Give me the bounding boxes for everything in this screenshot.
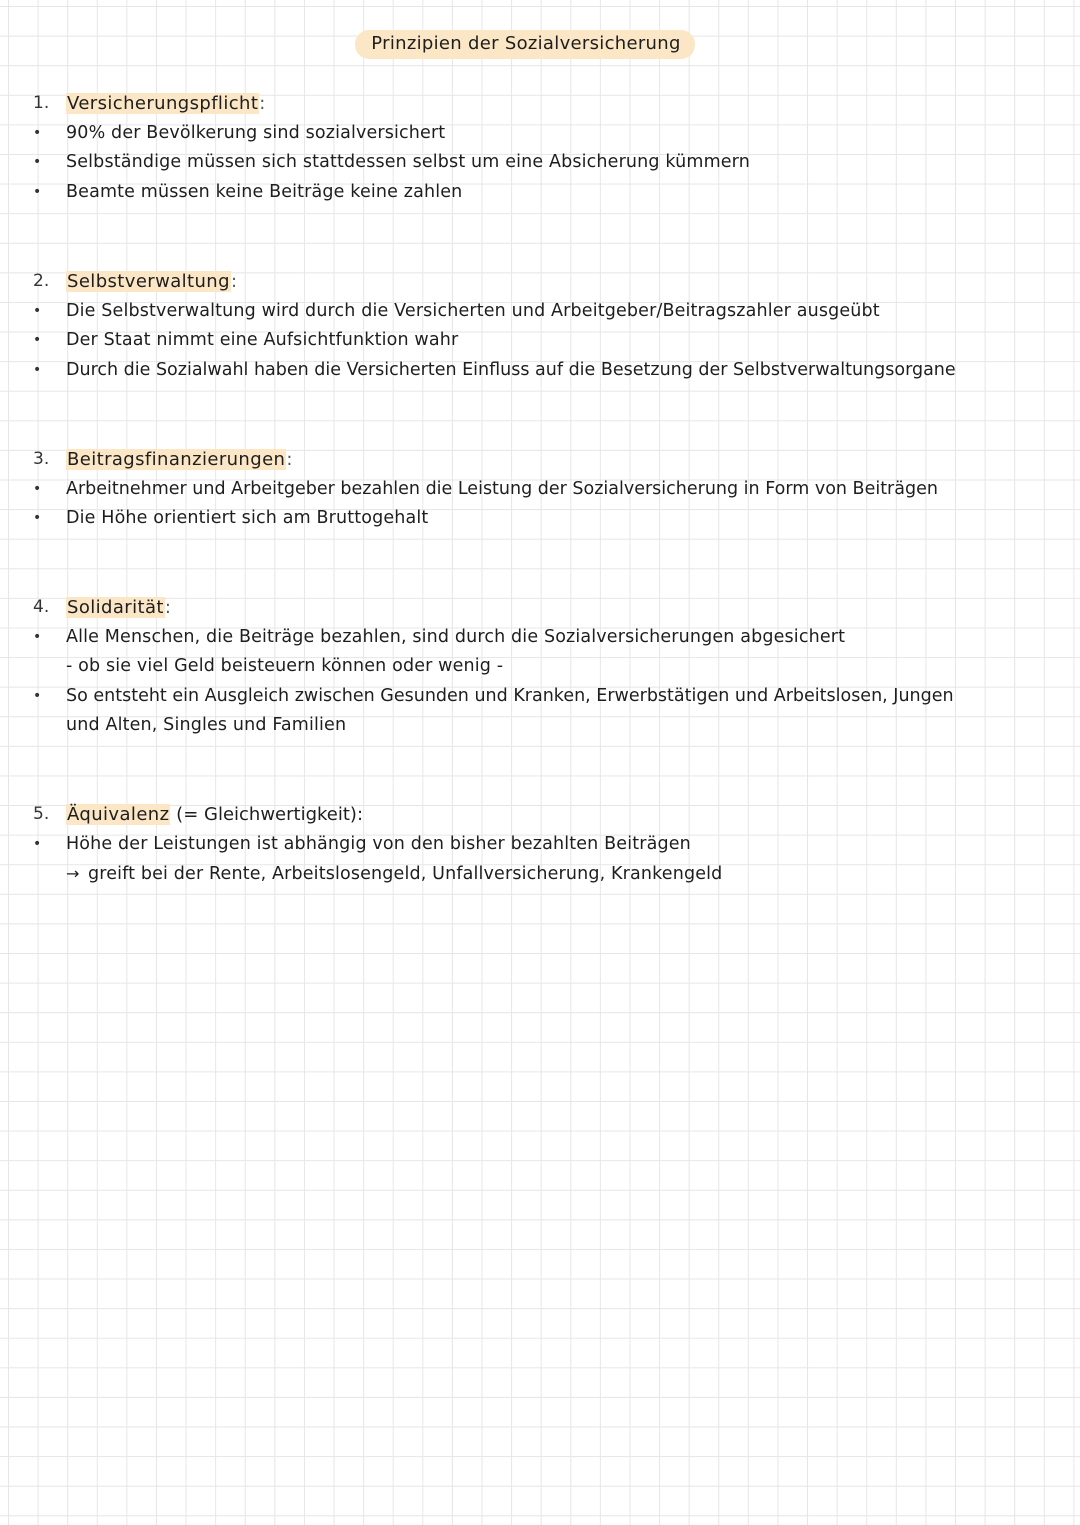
page-title: Prinzipien der Sozialversicherung [355,30,694,59]
section-title: Beitragsfinanzierungen [67,449,286,470]
list-item-text: Alle Menschen, die Beiträge bezahlen, sind durch die Sozialversicherungen abgesichert [66,626,846,647]
list-item [0,297,1060,327]
bullet-dot-icon: • [33,361,42,378]
section-number: 1. [33,93,50,113]
section-solidaritaet [0,593,1060,741]
heading-colon: : [259,93,266,114]
list-item [0,148,1060,178]
bullet-dot-icon: • [33,302,42,319]
list-item [0,119,1060,149]
section-title: Solidarität [67,597,164,618]
section-versicherungspflicht [0,89,1060,207]
list-item [0,475,1060,505]
heading-colon: : [286,449,293,470]
list-item-text: Selbständige müssen sich stattdessen selbst um eine Absicherung kümmern [66,152,750,173]
bullet-dot-icon: • [33,687,42,704]
section-number: 5. [33,804,50,824]
list-item-continuation: und Alten, Singles und Familien [66,715,347,736]
list-item [0,356,1060,386]
list-item-text: Die Selbstverwaltung wird durch die Versicherten und Arbeitgeber/Beitragszahler ausgeübt [66,300,880,321]
list-item [0,623,1060,653]
bullet-dot-icon: • [33,154,42,171]
arrow-line [66,859,1060,890]
heading-colon: : [230,271,238,292]
title-wrap [0,30,1050,59]
arrow-line-text: greift bei der Rente, Arbeitslosengeld, Unfallversicherung, Krankengeld [88,864,723,885]
list-item-text: 90% der Bevölkerung sind sozialversichert [66,122,446,143]
list-item [0,178,1060,208]
section-heading [0,89,1060,119]
bullet-dot-icon: • [33,510,42,527]
bullet-dot-icon: • [33,480,42,497]
list-item-text: So entsteht ein Ausgleich zwischen Gesunden und Kranken, Erwerbstätigen und Arbeitslosen, Jungen [66,685,954,706]
list-item-text: Höhe der Leistungen ist abhängig von den bisher bezahlten Beiträgen [66,833,691,854]
section-title: Äquivalenz [67,804,170,825]
list-item [0,326,1060,356]
bullet-dot-icon: • [33,835,42,852]
list-item [0,830,1060,860]
list-item-text: Der Staat nimmt eine Aufsichtfunktion wahr [66,330,459,351]
list-item-continuation: - ob sie viel Geld beisteuern können oder wenig - [66,656,504,677]
section-beitragsfinanzierungen [0,445,1060,534]
heading-colon: : [164,597,171,618]
section-title: Versicherungspflicht [67,93,259,114]
bullet-dot-icon: • [33,332,42,349]
heading-suffix: (= Gleichwertigkeit): [170,804,364,825]
section-heading [0,593,1060,623]
list-item [0,682,1060,712]
list-item-text: Beamte müssen keine Beiträge keine zahlen [66,181,463,202]
section-heading [0,267,1060,297]
section-title: Selbstverwaltung [67,271,230,292]
section-heading [0,445,1060,475]
bullet-dot-icon: • [33,183,42,200]
list-item-text: Durch die Sozialwahl haben die Versicherten Einfluss auf die Besetzung der Selbstverwaltungsorgane [66,359,956,380]
section-selbstverwaltung [0,267,1060,385]
list-item [0,504,1060,534]
section-number: 4. [33,597,50,617]
right-arrow-icon: → [66,864,80,884]
list-item-text: Arbeitnehmer und Arbeitgeber bezahlen die Leistung der Sozialversicherung in Form von Beiträgen [66,478,938,499]
bullet-dot-icon: • [33,124,42,141]
section-number: 2. [33,271,50,291]
bullet-dot-icon: • [33,628,42,645]
section-heading [0,800,1060,830]
section-number: 3. [33,449,50,469]
list-item-text: Die Höhe orientiert sich am Bruttogehalt [66,508,429,529]
section-aequivalenz [0,800,1060,890]
